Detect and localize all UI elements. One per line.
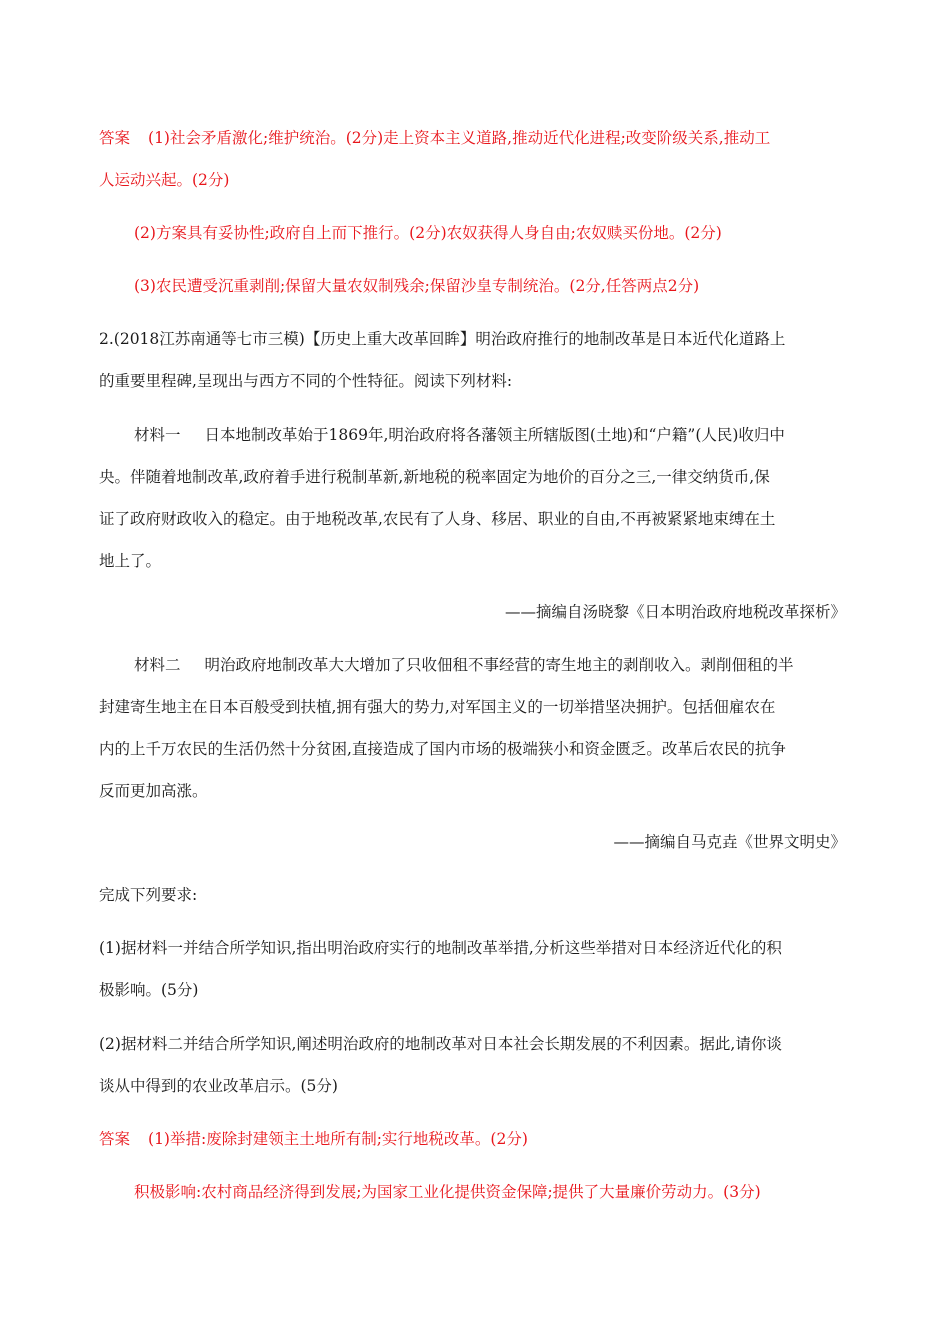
question-item: (1)据材料一并结合所学知识,指出明治政府实行的地制改革举措,分析这些举措对日本经济近代化的积 xyxy=(99,939,782,957)
material-line: 内的上千万农民的生活仍然十分贫困,直接造成了国内市场的极端狭小和资金匮乏。改革后农民的抗争 xyxy=(99,740,786,758)
material-source: ——摘编自马克垚《世界文明史》 xyxy=(613,833,846,851)
material-line: 证了政府财政收入的稳定。由于地税改革,农民有了人身、移居、职业的自由,不再被紧紧地束缚在土 xyxy=(99,510,776,528)
question-item: (2)据材料二并结合所学知识,阐述明治政府的地制改革对日本社会长期发展的不利因素。据此,请你谈 xyxy=(99,1035,782,1053)
material-line xyxy=(134,424,785,446)
answer-line xyxy=(99,127,770,149)
question-stem: 2.(2018江苏南通等七市三模)【历史上重大改革回眸】明治政府推行的地制改革是日本近代化道路上 xyxy=(99,330,786,348)
answer-line: 人运动兴起。(2分) xyxy=(99,171,230,189)
material-text: 日本地制改革始于1869年,明治政府将各藩领主所辖版图(土地)和“户籍”(人民)收归中 xyxy=(204,426,785,444)
answer-line: (3)农民遭受沉重剥削;保留大量农奴制残余;保留沙皇专制统治。(2分,任答两点2分) xyxy=(134,277,700,295)
question-item: 谈从中得到的农业改革启示。(5分) xyxy=(99,1077,338,1095)
material-label: 材料二 xyxy=(134,656,181,674)
question-item: 极影响。(5分) xyxy=(99,981,199,999)
answer-text: (1)社会矛盾激化;维护统治。(2分)走上资本主义道路,推动近代化进程;改变阶级关系,推动工 xyxy=(148,129,771,147)
question-stem: 的重要里程碑,呈现出与西方不同的个性特征。阅读下列材料: xyxy=(99,372,513,390)
material-line: 央。伴随着地制改革,政府着手进行税制革新,新地税的税率固定为地价的百分之三,一律交纳货币,保 xyxy=(99,468,770,486)
requirements-title: 完成下列要求: xyxy=(99,886,198,904)
material-line: 反而更加高涨。 xyxy=(99,782,208,800)
material-source: ——摘编自汤晓黎《日本明治政府地税改革探析》 xyxy=(504,603,846,621)
material-text: 明治政府地制改革大大增加了只收佃租不事经营的寄生地主的剥削收入。剥削佃租的半 xyxy=(204,656,794,674)
answer-line xyxy=(99,1128,528,1150)
answer-label: 答案 xyxy=(99,129,131,147)
answer-line: (2)方案具有妥协性;政府自上而下推行。(2分)农奴获得人身自由;农奴赎买份地。(2分) xyxy=(134,224,722,242)
answer-text: (1)举措:废除封建领主土地所有制;实行地税改革。(2分) xyxy=(148,1130,528,1148)
material-label: 材料一 xyxy=(134,426,181,444)
material-line: 封建寄生地主在日本百般受到扶植,拥有强大的势力,对军国主义的一切举措坚决拥护。包括佃雇农在 xyxy=(99,698,776,716)
answer-label: 答案 xyxy=(99,1130,131,1148)
material-line: 地上了。 xyxy=(99,552,162,570)
material-line xyxy=(134,654,794,676)
answer-line: 积极影响:农村商品经济得到发展;为国家工业化提供资金保障;提供了大量廉价劳动力。(3分) xyxy=(134,1183,761,1201)
